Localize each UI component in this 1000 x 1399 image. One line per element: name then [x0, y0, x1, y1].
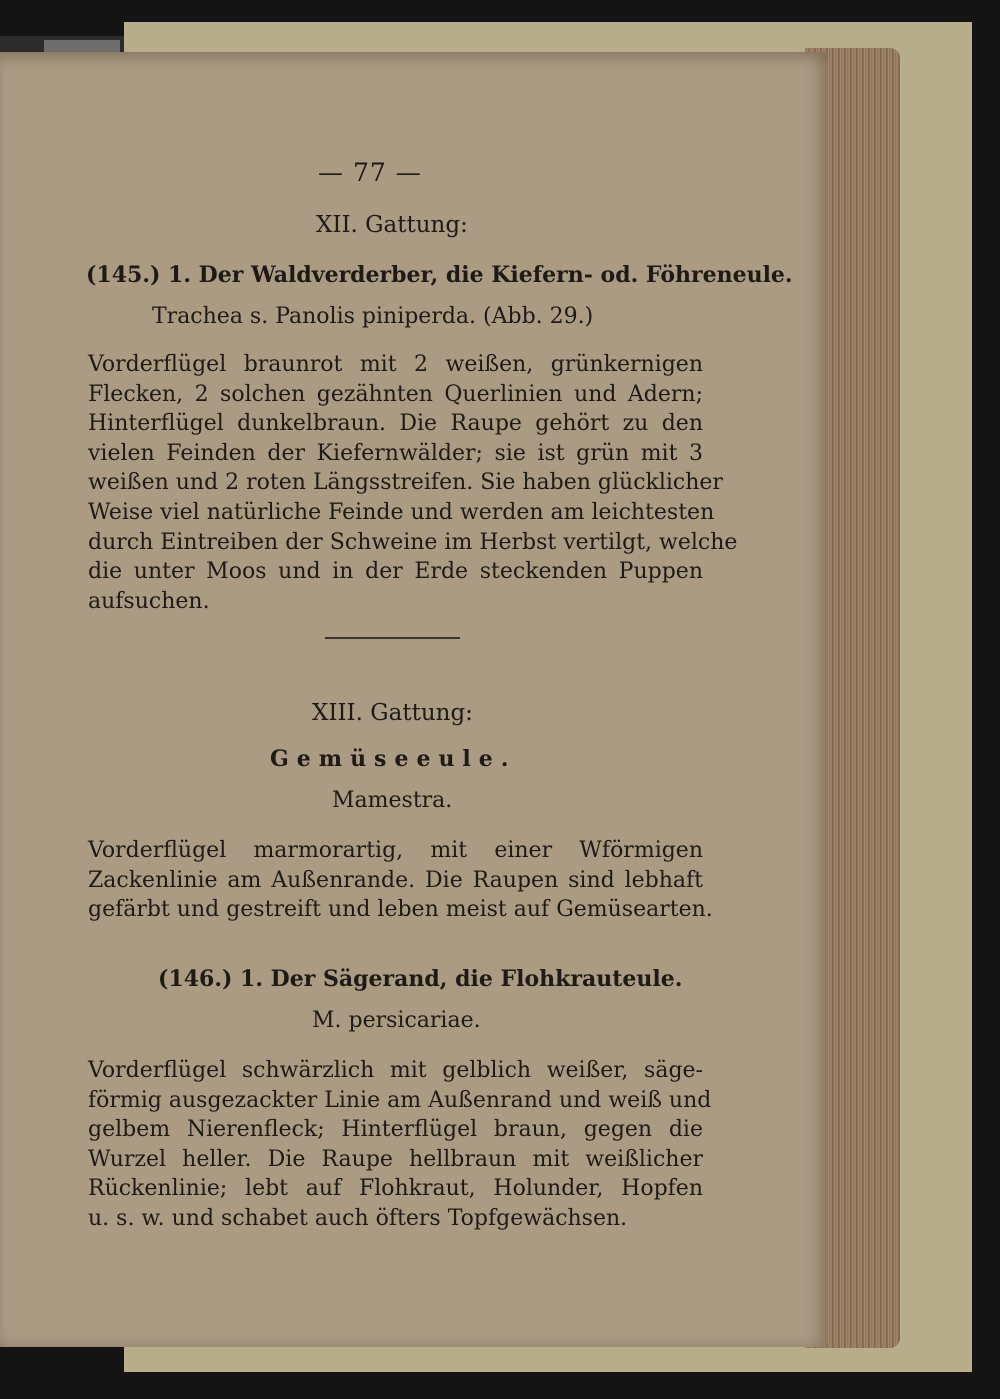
text-line: aufsuchen.	[88, 588, 210, 614]
entry-145-title: (145.) 1. Der Waldverderber, die Kiefern- od. Föhreneule.	[86, 262, 793, 288]
text-line: Wurzel heller. Die Raupe hellbraun mit weißlicher	[88, 1146, 703, 1172]
entry-146-species: M. persicariae.	[312, 1008, 481, 1033]
text-line: Vorderflügel braunrot mit 2 weißen, grünkernigen	[88, 352, 703, 377]
text-line: weißen und 2 roten Längsstreifen. Sie haben glücklicher	[88, 470, 723, 496]
text-line: gefärbt und gestreift und leben meist auf Gemüsearten.	[88, 897, 713, 923]
text-line: Hinterflügel dunkelbraun. Die Raupe gehört zu den	[88, 411, 703, 437]
text-line: gelbem Nierenfleck; Hinterflügel braun, gegen die	[88, 1117, 703, 1143]
text-line: u. s. w. und schabet auch öfters Topfgewächsen.	[88, 1205, 628, 1231]
text-line: Zackenlinie am Außenrande. Die Raupen sind lebhaft	[88, 867, 703, 893]
family-title: Gemüseeule.	[270, 746, 517, 772]
text-line: Flecken, 2 solchen gezähnten Querlinien und Adern;	[88, 381, 703, 407]
section-xiii-heading: XIII. Gattung:	[312, 700, 473, 726]
entry-145-description	[88, 350, 738, 616]
genus-description	[88, 836, 713, 925]
text-line: förmig ausgezackter Linie am Außenrand und weiß und	[88, 1087, 712, 1113]
text-line: Rückenlinie; lebt auf Flohkraut, Holunder, Hopfen	[88, 1176, 703, 1202]
text-line: Vorderflügel marmorartig, mit einer Wförmigen	[88, 838, 703, 863]
text-line: Vorderflügel schwärzlich mit gelblich weißer, säge-	[88, 1058, 703, 1083]
entry-146-description	[88, 1056, 712, 1234]
page-number: — 77 —	[318, 158, 422, 187]
genus-name: Mamestra.	[332, 788, 453, 813]
section-divider	[325, 637, 460, 639]
section-xii-heading: XII. Gattung:	[316, 212, 468, 238]
text-line: durch Eintreiben der Schweine im Herbst vertilgt, welche	[88, 529, 738, 555]
text-line: vielen Feinden der Kiefernwälder; sie ist grün mit 3	[88, 440, 703, 466]
entry-145-latin: Trachea s. Panolis piniperda. (Abb. 29.)	[152, 304, 594, 329]
text-line: die unter Moos und in der Erde steckenden Puppen	[88, 559, 703, 585]
entry-146-title: (146.) 1. Der Sägerand, die Flohkrauteule.	[158, 966, 683, 992]
text-line: Weise viel natürliche Feinde und werden am leichtesten	[88, 499, 715, 525]
